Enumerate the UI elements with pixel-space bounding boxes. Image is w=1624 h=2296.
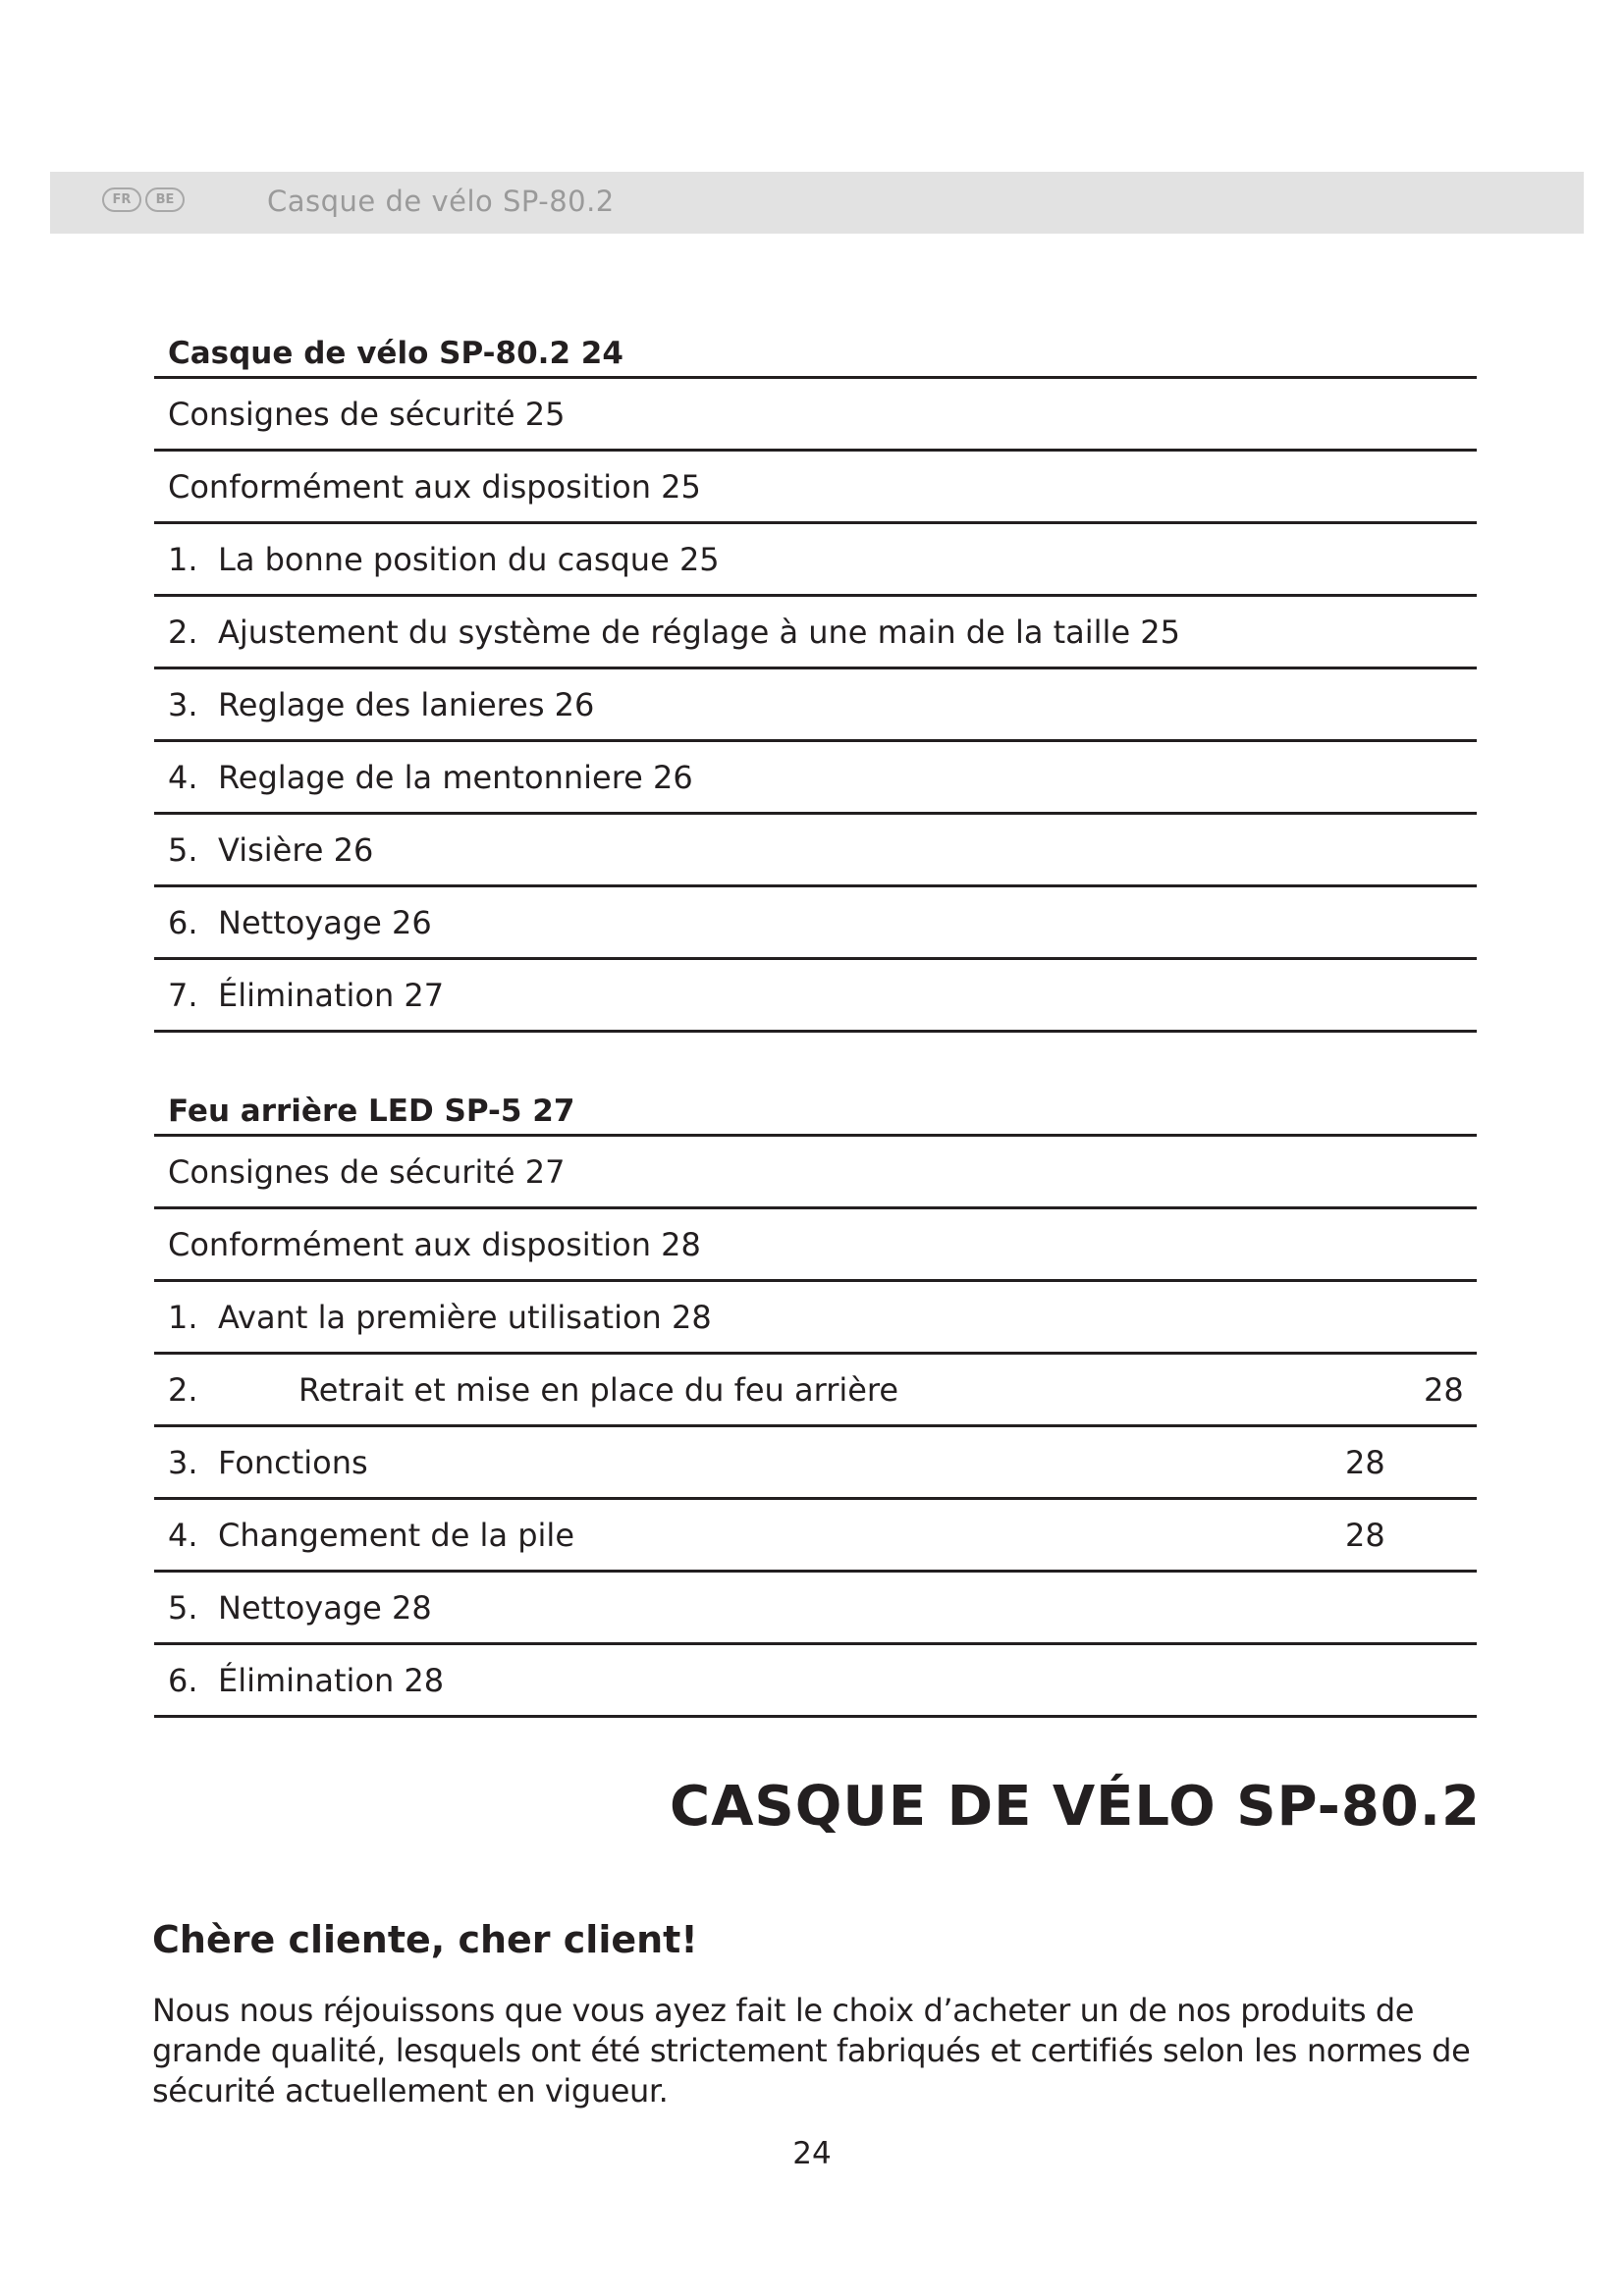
toc-entry-page: 28 xyxy=(1345,1517,1385,1554)
toc-entry-number: 2. xyxy=(168,1371,198,1409)
toc-entry-text: Élimination 28 xyxy=(218,1662,445,1699)
toc-entry-number: 2. xyxy=(168,614,198,651)
toc-entry-number: 6. xyxy=(168,904,198,941)
toc-entry-page: 28 xyxy=(1345,1444,1385,1481)
language-badges xyxy=(102,187,185,212)
toc-entry-text: Visière 26 xyxy=(218,831,374,869)
toc-entry[interactable] xyxy=(154,597,1477,669)
toc-entry-text: Reglage des lanieres 26 xyxy=(218,686,595,723)
toc-entry[interactable] xyxy=(154,887,1477,960)
toc-entry-number: 1. xyxy=(168,1299,198,1336)
toc-entry-text: Consignes de sécurité 27 xyxy=(168,1153,566,1191)
toc-entry-text: Changement de la pile xyxy=(218,1517,574,1554)
badge-be: BE xyxy=(145,187,185,212)
header-title: Casque de vélo SP-80.2 xyxy=(267,185,615,218)
toc-entry[interactable] xyxy=(154,452,1477,524)
toc-section-title: Casque de vélo SP-80.2 24 xyxy=(154,324,1477,379)
toc-entry-text: Reglage de la mentonniere 26 xyxy=(218,759,693,796)
toc-entry-number: 6. xyxy=(168,1662,198,1699)
toc-entry[interactable] xyxy=(154,1137,1477,1209)
toc-entry-text: Conformément aux disposition 25 xyxy=(168,468,701,506)
toc-entry-text: Conformément aux disposition 28 xyxy=(168,1226,701,1263)
intro-paragraph: Nous nous réjouissons que vous ayez fait le choix d’acheter un de nos produits de grande qualité, lesquels ont été strictement fabriqués et certifiés selon les normes de sécurité actuellement en vigueur. xyxy=(152,1992,1471,2109)
toc-entry[interactable] xyxy=(154,1209,1477,1282)
toc-entry-text: Consignes de sécurité 25 xyxy=(168,396,566,433)
toc-entry-number: 4. xyxy=(168,1517,198,1554)
toc-entry-number: 1. xyxy=(168,541,198,578)
toc-entry[interactable] xyxy=(154,669,1477,742)
greeting-heading: Chère cliente, cher client! xyxy=(152,1918,698,1961)
toc-entry-number: 3. xyxy=(168,686,198,723)
toc-entry[interactable] xyxy=(154,1355,1477,1427)
toc-rear-light xyxy=(154,1082,1477,1718)
section-title: CASQUE DE VÉLO SP-80.2 xyxy=(669,1775,1481,1839)
toc-entry[interactable] xyxy=(154,1500,1477,1573)
toc-entry-number: 5. xyxy=(168,831,198,869)
toc-entry-text: Retrait et mise en place du feu arrière xyxy=(298,1371,899,1409)
toc-entry[interactable] xyxy=(154,742,1477,815)
toc-entry[interactable] xyxy=(154,1573,1477,1645)
toc-entry-text: Ajustement du système de réglage à une main de la taille 25 xyxy=(218,614,1181,651)
toc-entry-number: 4. xyxy=(168,759,198,796)
toc-entry[interactable] xyxy=(154,524,1477,597)
toc-entry-text: La bonne position du casque 25 xyxy=(218,541,720,578)
toc-section-title: Feu arrière LED SP-5 27 xyxy=(154,1082,1477,1137)
toc-entry-text: Nettoyage 28 xyxy=(218,1589,432,1627)
toc-entry[interactable] xyxy=(154,1645,1477,1718)
page-number: 24 xyxy=(792,2136,832,2171)
toc-entry-text: Élimination 27 xyxy=(218,977,445,1014)
badge-fr: FR xyxy=(102,187,141,212)
toc-entry-number: 7. xyxy=(168,977,198,1014)
toc-entry[interactable] xyxy=(154,960,1477,1033)
toc-entry-text: Nettoyage 26 xyxy=(218,904,432,941)
toc-entry-page: 28 xyxy=(1424,1371,1464,1409)
toc-entry-text: Fonctions xyxy=(218,1444,368,1481)
toc-entry[interactable] xyxy=(154,1427,1477,1500)
toc-entry[interactable] xyxy=(154,815,1477,887)
toc-entry[interactable] xyxy=(154,379,1477,452)
toc-entry[interactable] xyxy=(154,1282,1477,1355)
toc-entry-text: Avant la première utilisation 28 xyxy=(218,1299,712,1336)
toc-entry-number: 3. xyxy=(168,1444,198,1481)
toc-helmet xyxy=(154,324,1477,1033)
toc-entry-number: 5. xyxy=(168,1589,198,1627)
